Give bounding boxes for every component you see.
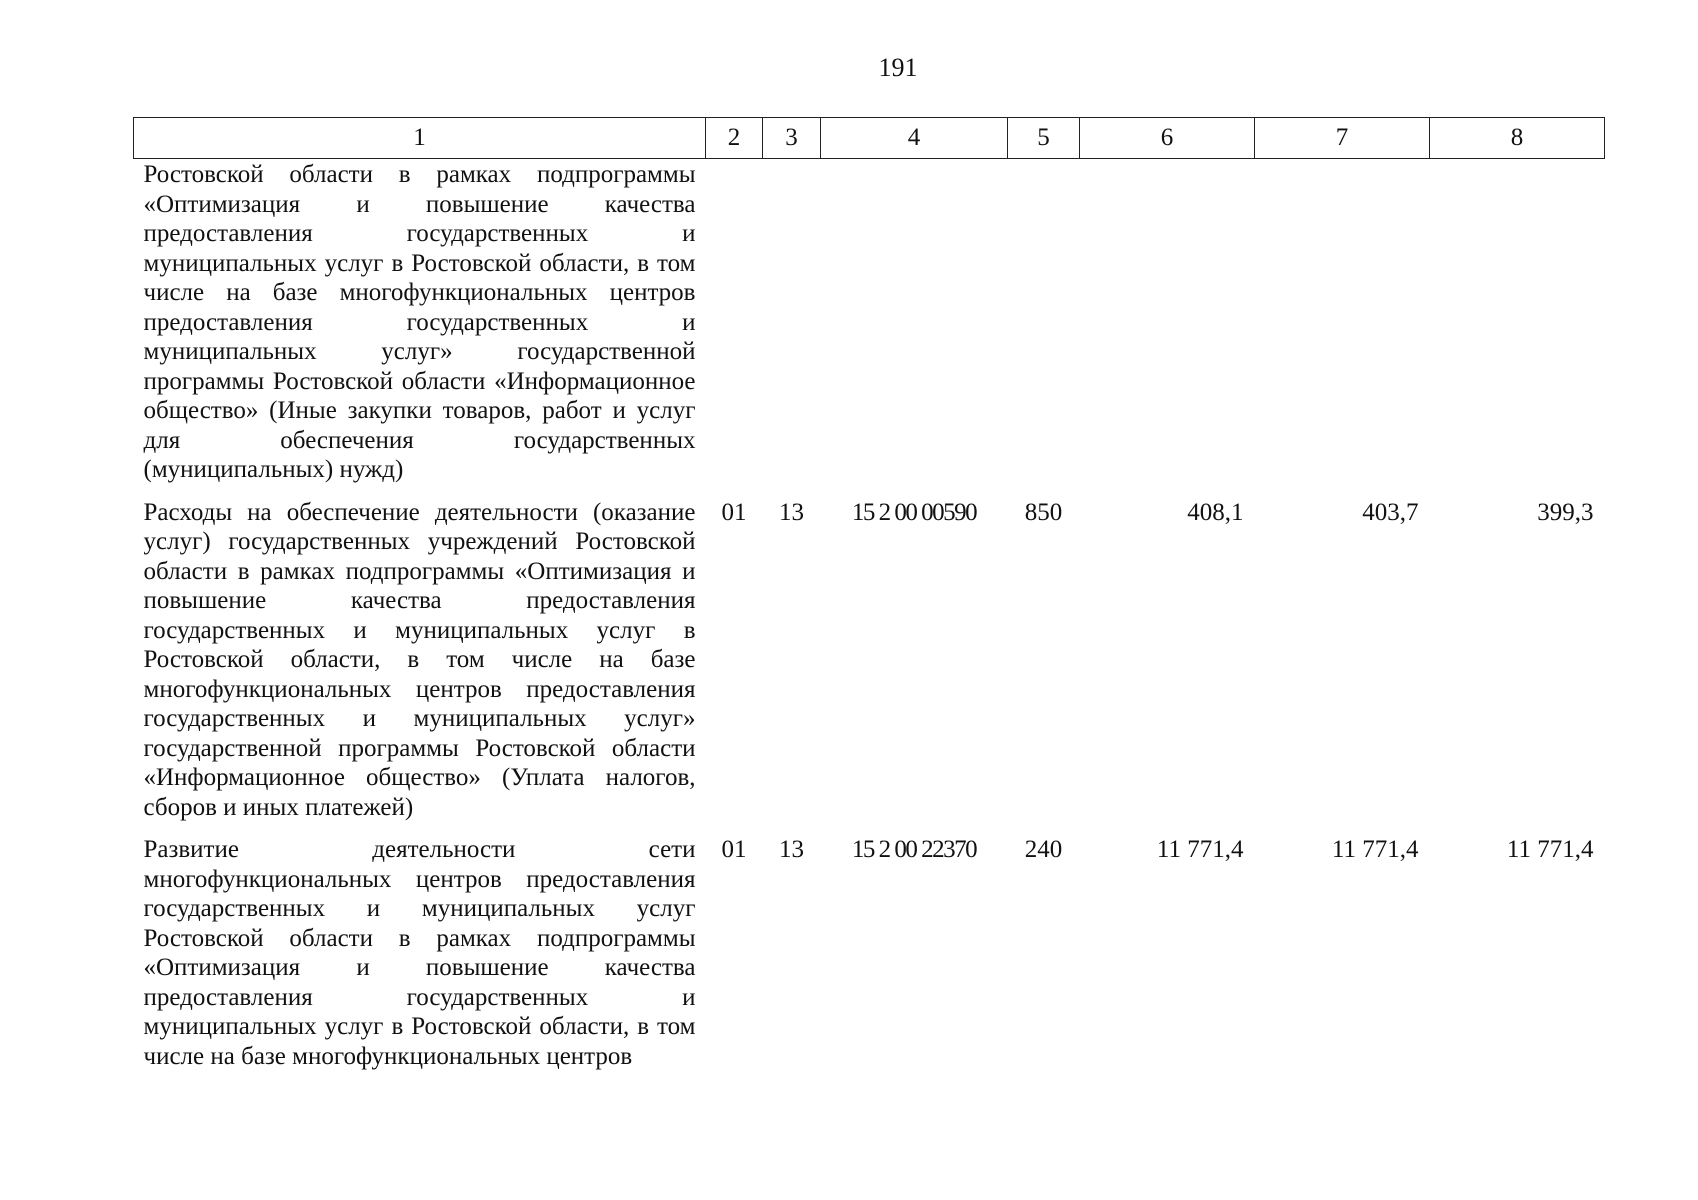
row-section-code: 01 — [721, 836, 747, 863]
row-section-code — [706, 159, 763, 498]
row-target-article: 15 2 00 22370 — [851, 836, 977, 863]
row-amount-year-2 — [1255, 159, 1430, 498]
header-col-6: 6 — [1080, 118, 1255, 159]
row-section-code: 01 — [721, 498, 747, 526]
row-amount-year-1 — [1080, 159, 1255, 498]
row-expense-type: 850 — [1024, 498, 1063, 526]
header-col-7: 7 — [1255, 118, 1430, 159]
header-col-5: 5 — [1008, 118, 1080, 159]
row-description: Развитие деятельности сети многофункциональных центров предоставления государственных и муниципальных услуг Ростовской области в рамках подпрограммы «Оптимизация и повышение качества предоставления государственных и муниципальных услуг в Ростовской области, в том числе на базе многофункциональных центров — [143, 836, 696, 1070]
row-expense-type — [1008, 159, 1080, 498]
row-target-article: 15 2 00 00590 — [851, 498, 977, 526]
row-target-article — [821, 159, 1008, 498]
row-subsection-code — [763, 159, 821, 498]
budget-table-container — [133, 117, 1604, 1071]
row-description: Ростовской области в рамках подпрограммы «Оптимизация и повышение качества предоставления государственных и муниципальных услуг в Ростовской области, в том числе на базе многофункциональных центров предоставления государственных и муниципальных услуг» государственной программы Ростовской области «Информационное общество» (Иные закупки товаров, работ и услуг для обеспечения государственных (муниципальных) нужд) — [143, 161, 696, 483]
header-col-8: 8 — [1430, 118, 1605, 159]
header-col-4: 4 — [821, 118, 1008, 159]
row-amount-year-2: 11 771,4 — [1331, 836, 1419, 863]
table-row — [134, 835, 1605, 1071]
table-row — [134, 159, 1605, 498]
row-amount-year-2: 403,7 — [1362, 498, 1419, 526]
table-row — [134, 498, 1605, 836]
table-body — [134, 159, 1605, 1072]
header-col-1: 1 — [134, 118, 706, 159]
row-description: Расходы на обеспечение деятельности (оказание услуг) государственных учреждений Ростовской области в рамках подпрограммы «Оптимизация и повышение качества предоставления государственных и муниципальных услуг в Ростовской области, в том числе на базе многофункциональных центров предоставления государственных и муниципальных услуг» государственной программы Ростовской области «Информационное общество» (Уплата налогов, сборов и иных платежей) — [143, 498, 696, 821]
row-amount-year-1: 408,1 — [1187, 498, 1244, 526]
table-header — [134, 118, 1605, 159]
budget-table — [133, 117, 1605, 1071]
header-col-2: 2 — [706, 118, 763, 159]
page-number: 191 — [878, 53, 918, 82]
row-amount-year-3 — [1430, 159, 1605, 498]
header-col-3: 3 — [763, 118, 821, 159]
row-amount-year-3: 11 771,4 — [1506, 836, 1594, 863]
header-row — [134, 118, 1605, 159]
row-expense-type: 240 — [1024, 836, 1063, 863]
row-subsection-code: 13 — [779, 498, 804, 526]
row-amount-year-1: 11 771,4 — [1156, 836, 1244, 863]
row-subsection-code: 13 — [779, 836, 804, 863]
row-amount-year-3: 399,3 — [1537, 498, 1594, 526]
